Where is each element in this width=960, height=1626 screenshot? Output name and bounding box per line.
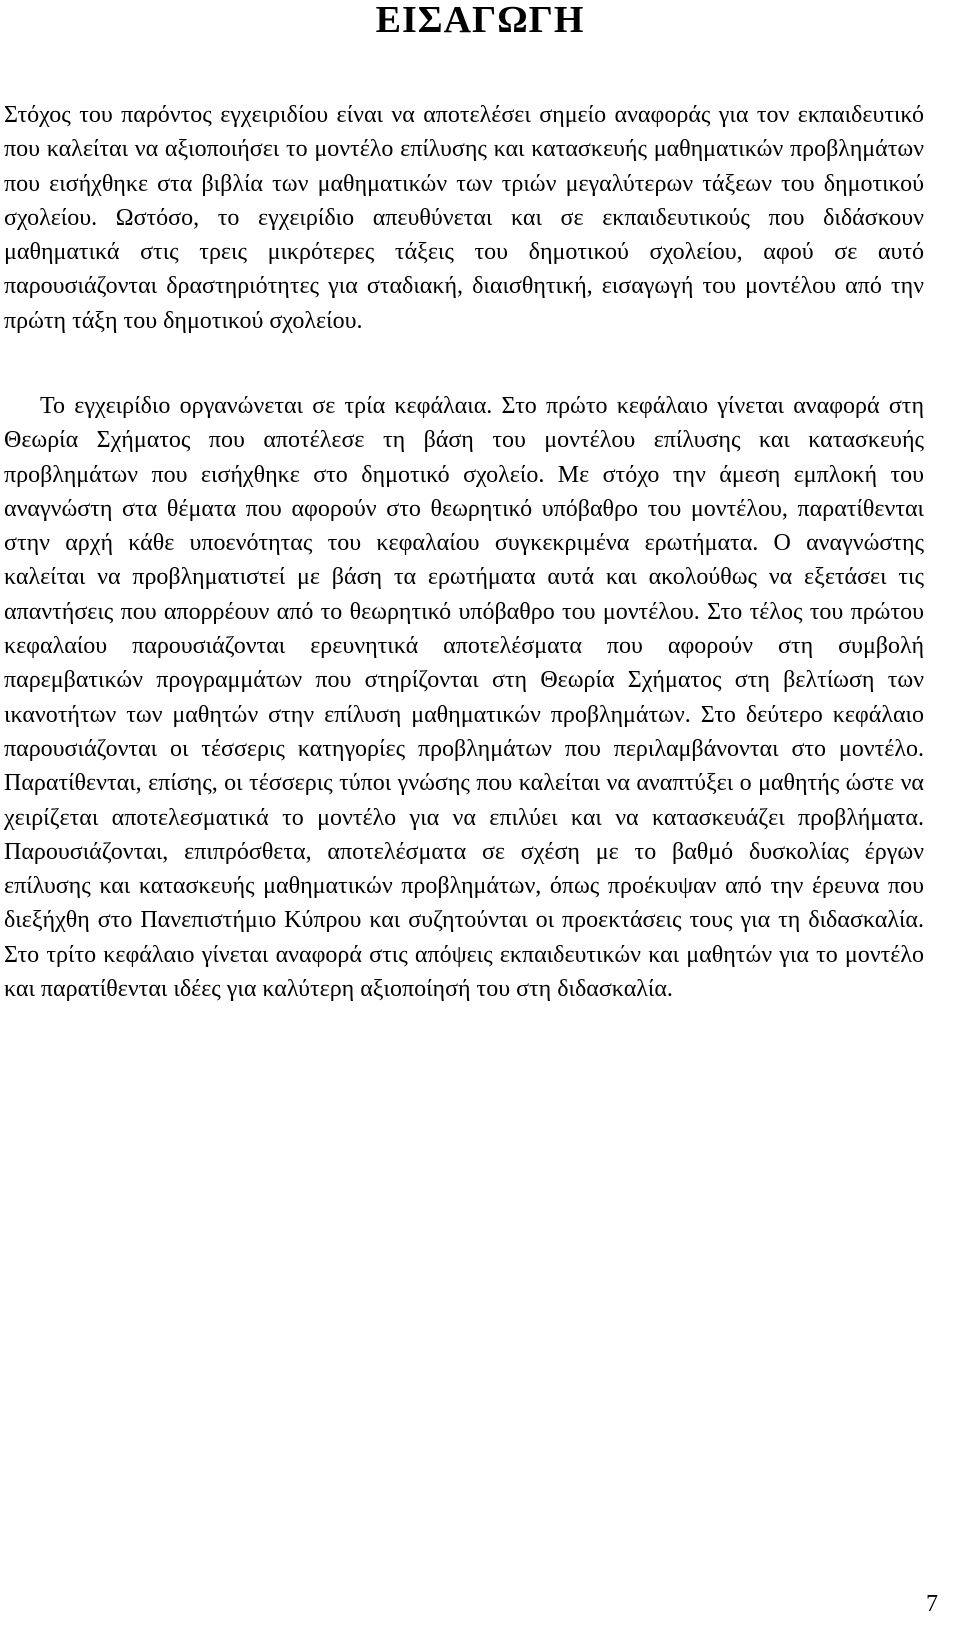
page-title: ΕΙΣΑΓΩΓΗ xyxy=(375,0,585,41)
intro-paragraph-2: Το εγχειρίδιο οργανώνεται σε τρία κεφάλαια. Στο πρώτο κεφάλαιο γίνεται αναφορά στη Θεωρία Σχήματος που αποτέλεσε τη βάση του μοντέλου επίλυσης και κατασκευής προβλημάτων που εισήχθηκε στο δημοτικό σχολείο. Με στόχο την άμεση εμπλοκή του αναγνώστη στα θέματα που αφορούν στο θεωρητικό υπόβαθρο του μοντέλου, παρατίθενται στην αρχή κάθε υποενότητας του κεφαλαίου συγκεκριμένα ερωτήματα. Ο αναγνώστης καλείται να προβληματιστεί με βάση τα ερωτήματα αυτά και ακολούθως να εξετάσει τις απαντήσεις που απορρέουν από το θεωρητικό υπόβαθρο του μοντέλου. Στο τέλος του πρώτου κεφαλαίου παρουσιάζονται ερευνητικά αποτελέσματα που αφορούν στη συμβολή παρεμβατικών προγραμμάτων που στηρίζονται στη Θεωρία Σχήματος στη βελτίωση των ικανοτήτων των μαθητών στην επίλυση μαθηματικών προβλημάτων. Στο δεύτερο κεφάλαιο παρουσιάζονται οι τέσσερις κατηγορίες προβλημάτων που περιλαμβάνονται στο μοντέλο. Παρατίθενται, επίσης, οι τέσσερις τύποι γνώσης που καλείται να αναπτύξει ο μαθητής ώστε να χειρίζεται αποτελεσματικά το μοντέλο για να επιλύει και να κατασκευάζει προβλήματα. Παρουσιάζονται, επιπρόσθετα, αποτελέσματα σε σχέση με το βαθμό δυσκολίας έργων επίλυσης και κατασκευής μαθηματικών προβλημάτων, όπως προέκυψαν από την έρευνα που διεξήχθη στο Πανεπιστήμιο Κύπρου και συζητούνται οι προεκτάσεις τους για τη διδασκαλία. Στο τρίτο κεφάλαιο γίνεται αναφορά στις απόψεις εκπαιδευτικών και μαθητών για το μοντέλο και παρατίθενται ιδέες για καλύτερη αξιοποίησή του στη διδασκαλία. xyxy=(4,393,924,1003)
page-number: 7 xyxy=(926,1591,938,1617)
intro-paragraph-1: Στόχος του παρόντος εγχειριδίου είναι να αποτελέσει σημείο αναφοράς για τον εκπαιδευτικό που καλείται να αξιοποιήσει το μοντέλο επίλυσης και κατασκευής μαθηματικών προβλημάτων που εισήχθηκε στα βιβλία των μαθηματικών των τριών μεγαλύτερων τάξεων του δημοτικού σχολείου. Ωστόσο, το εγχειρίδιο απευθύνεται και σε εκπαιδευτικούς που διδάσκουν μαθηματικά στις τρεις μικρότερες τάξεις του δημοτικού σχολείου, αφού σε αυτό παρουσιάζονται δραστηριότητες για σταδιακή, διαισθητική, εισαγωγή του μοντέλου από την πρώτη τάξη του δημοτικού σχολείου. xyxy=(4,102,924,334)
